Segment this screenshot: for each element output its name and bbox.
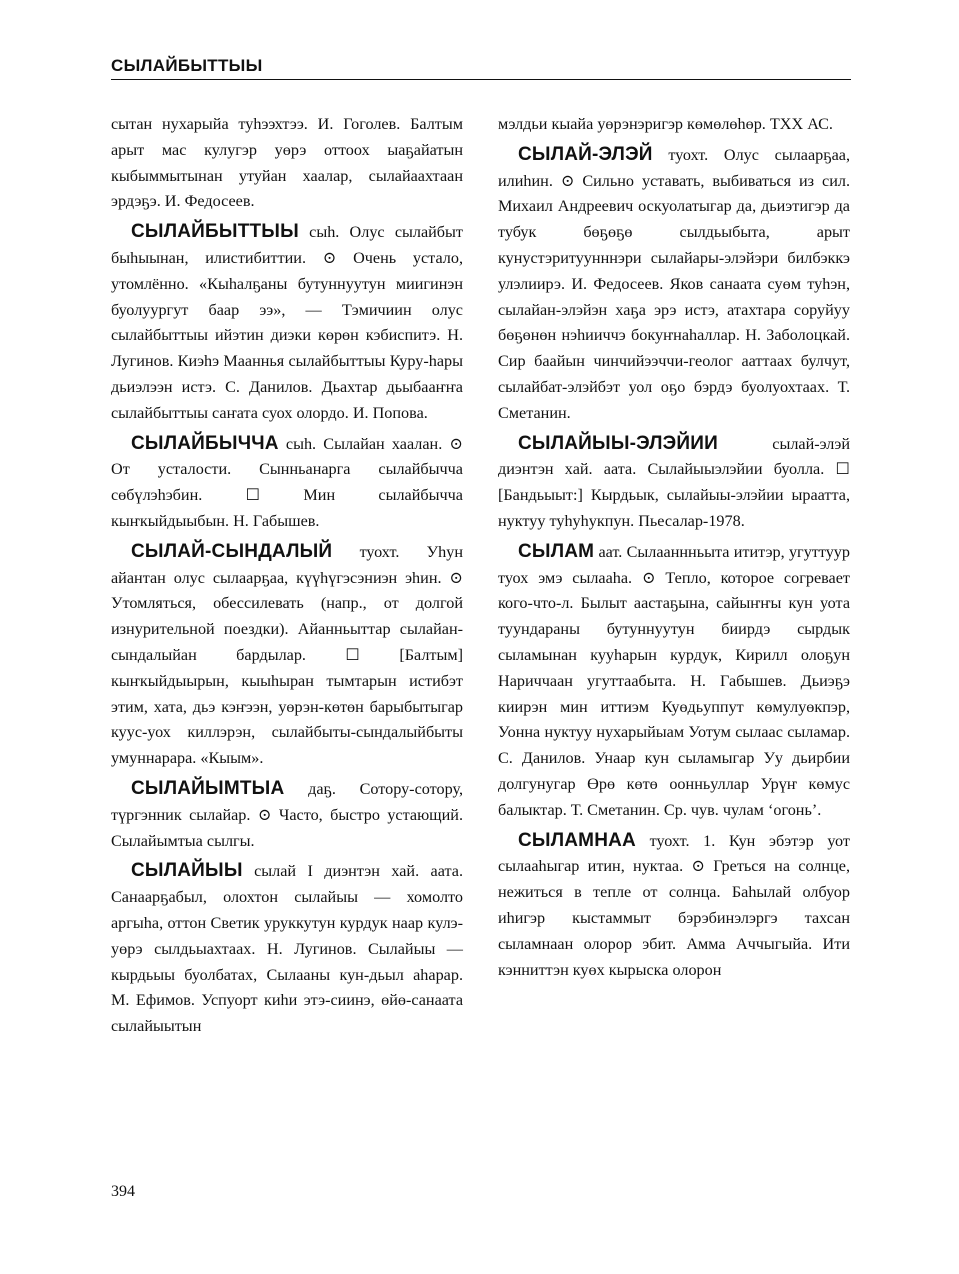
page-number: 394 [111, 1183, 135, 1200]
headword: СЫЛАЙЫЫ [131, 860, 243, 882]
left-column [111, 112, 463, 1044]
entry-sylaibychcha: СЫЛАЙБЫЧЧА сыһ. Сылайан хаалан. ⊙ От усталости. Сынньанарга сылайбычча сөбүлэһэбин. ☐ Мин сылайбычча кыҥкыйдыыбын. Н. Габышев. [111, 432, 463, 530]
entry-sylamnaa: СЫЛАМНАА туохт. 1. Кун эбэтэр уот сылааһыгар итин, нуктаа. ⊙ Греться на солнце, нежиться в тепле от солнца. Баһылай олбуор иһигэр кыстаммыт бэрэбинэлэргэ тахсан сыламнаан олорор эбит. Амма Аччыгыйа. Ити кэнниттэн куөх кырыска олорон [498, 829, 850, 979]
headword: СЫЛАМ [518, 540, 595, 562]
headword: СЫЛАЙЫМТЫА [131, 777, 285, 799]
entry-sylaibyttyy: СЫЛАЙБЫТТЫЫ сыһ. Олус сылайбыт быһыынан, илистибиттии. ⊙ Очень устало, утомлённо. «Кыһалҕаны бутуннуутун миигинэн буолуургут баар ээ», — Тэмичиин олус сылайбыттыы ийэтин диэки көрөн кэбиспитэ. Н. Лугинов. Киэһэ Мааннья сылайбыттыы Куру-һары дьиэлээн истэ. С. Данилов. Дьахтар дьыбааҥҥа сылайбыттыы саҥата суох олордо. И. Попова. [111, 221, 463, 422]
entry-sylaiyy: СЫЛАЙЫЫ сылай I диэнтэн хай. аата. Санаарҕабыл, олохтон сылайыы — хомолто аргыһа, оттон Светик уруккутун курдук наар кулэ-уөрэ сылдьыахтаах. Н. Лугинов. Сылайыы — кырдьыы буолбатах, Сылааны кун-дьыл аһарар. М. Ефимов. Успуорт киһи этэ-сиинэ, өйө-санаата сылайыытын [111, 860, 463, 1036]
running-title: СЫЛАЙБЫТТЫЫ [111, 56, 263, 75]
headword: СЫЛАМНАА [518, 829, 636, 851]
entry-continuation: сытан нухарыйа туһээхтээ. И. Гоголев. Балтым арыт мас кулугэр уөрэ оттоох ыаҕайатын кыбыммытынан утуйан хаалар, сылайаахтаан эрдэҕэ. И. Федосеев. [111, 115, 463, 211]
right-column [498, 112, 850, 987]
running-header [111, 52, 851, 80]
headword: СЫЛАЙБЫЧЧА [131, 432, 279, 454]
headword: СЫЛАЙ-СЫНДАЛЫЙ [131, 540, 333, 562]
entry-sylaiyy-eleiii: СЫЛАЙЫЫ-ЭЛЭЙИИ сылай-элэй диэнтэн хай. аата. Сылайыыэлэйии буолла. ☐ [Бандьыыт:] Кырдьык, сылайыы-элэйии ыраатта, нуктуу туһуһукпун. Пьесалар-1978. [498, 432, 850, 530]
headword: СЫЛАЙБЫТТЫЫ [131, 221, 299, 243]
entry-sylai-elei: СЫЛАЙ-ЭЛЭЙ туохт. Олус сылаарҕаа, илиһин. ⊙ Сильно уставать, выбиваться из сил. Михаил Андреевич оскуолатыгар да, дьиэтигэр да тубук бөҕөҕө сылдьыбыта, арыт кунустэритуунннэри сылайары-элэйэри билбэккэ улэлиирэ. И. Федосеев. Яков санаата суөм туһэн, сылайан-элэйэн хаҕа эрэ истэ, атахтара соруйуу бөҕөнөн нэһииччэ бокуҥнаһаллар. Н. Заболоцкай. Сир баайын чинчийээччи-геолог ааттаах булчут, сылайбат-элэйбэт уол оҕо бэрдэ буолуохтаах. Т. Сметанин. [498, 143, 850, 422]
entry-sylai-syndalyi: СЫЛАЙ-СЫНДАЛЫЙ туохт. Уһун айантан олус сылаарҕаа, күүһүгэсэниэн эһин. ⊙ Утомляться, обессилевать (напр., от долгой изнурительной поездки). Айанньыттар сылайан-сындалыйан бардылар. ☐ [Балтым] кыҥкыйдыырын, кыыһыран тымтарын истибэт этим, хата, дьэ кэҥээн, уөрэн-көтөн барыбытыгар куус-уох киллэрэн, сылайбыты-сындалыйбыты умуннарара. «Кыым». [111, 540, 463, 768]
entry-sylam: СЫЛАМ аат. Сылааннньыта ититэр, угуттуур туох эмэ сылааһа. ⊙ Тепло, которое согревает кого-что-л. Былыт аастаҕына, сайыҥҥы кун уота туундараны бутуннуутун биирдэ сырдык сыламынан кууһарын курдук, Кирилл олоҕун Нариччаан угуттаабыта. Н. Габышев. Дьиэҕэ киирэн мин иттиэм Куөдьуппут көмулуөкпэр, Уонна нуктуу нухарыйыам Уотум сылаас сыламар. С. Данилов. Унаар кун сыламыгар Уу дьирбии долгунугар Өрө көтө оонньуллар Урүҥ көмус балыктар. Т. Сметанин. Ср. чув. чулам ‘огонь’. [498, 540, 850, 819]
entry-continuation-right: мэлдьи кыайа уөрэнэригэр көмөлөһөр. ТХХ АС. [498, 115, 833, 133]
headword: СЫЛАЙЫЫ-ЭЛЭЙИИ [518, 432, 718, 454]
entry-sylaiymtya: СЫЛАЙЫМТЫА даҕ. Сотору-сотору, түргэнник сылайар. ⊙ Часто, быстро устающий. Сылайымтыа сылгы. [111, 777, 463, 850]
headword: СЫЛАЙ-ЭЛЭЙ [518, 143, 653, 165]
